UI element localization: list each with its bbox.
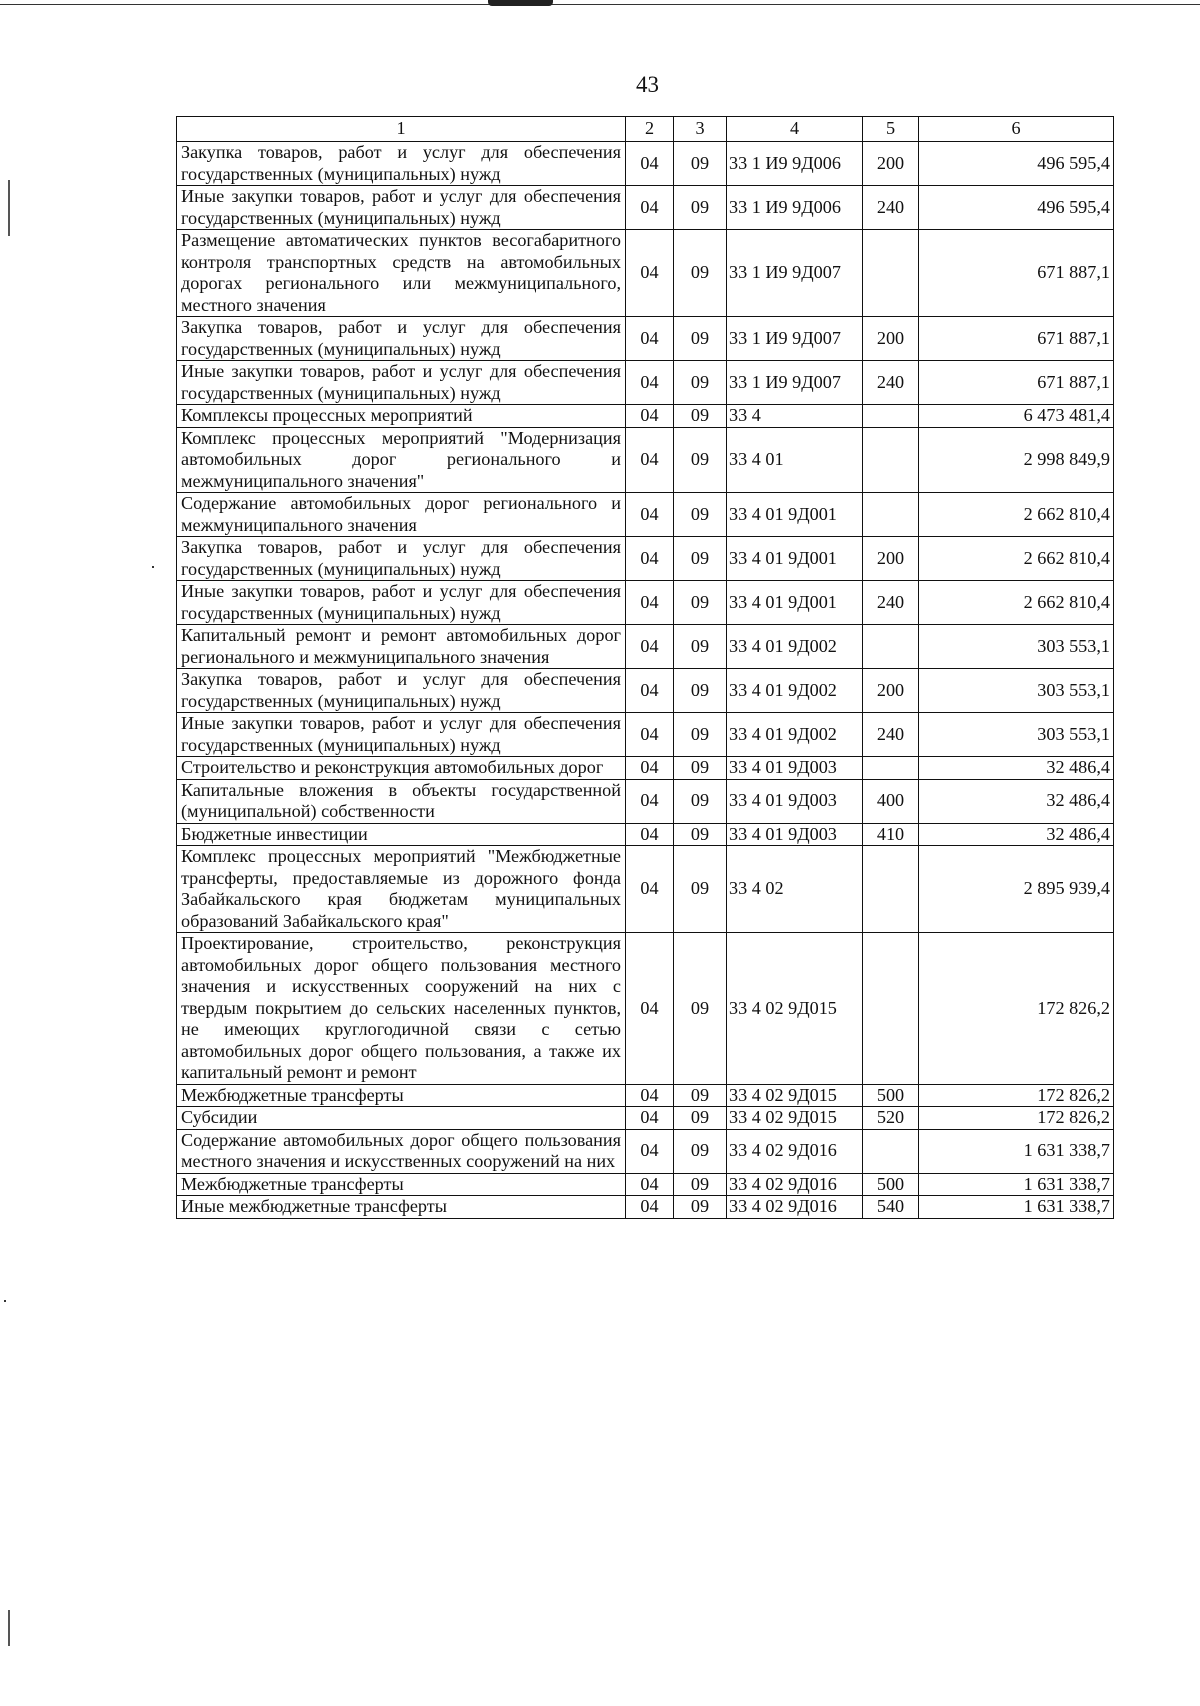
target-article-cell: 33 1 И9 9Д007 [727, 317, 863, 361]
expense-type-cell: 520 [863, 1107, 919, 1130]
item-name-cell: Содержание автомобильных дорог регионального и межмуниципального значения [177, 493, 626, 537]
amount-cell: 1 631 338,7 [919, 1129, 1114, 1173]
amount-cell: 671 887,1 [919, 317, 1114, 361]
subsection-code-cell: 09 [674, 230, 727, 317]
subsection-code-cell: 09 [674, 933, 727, 1085]
amount-cell: 496 595,4 [919, 186, 1114, 230]
item-name-cell: Субсидии [177, 1107, 626, 1130]
target-article-cell: 33 4 01 9Д003 [727, 823, 863, 846]
section-code-cell: 04 [626, 427, 674, 493]
section-code-cell: 04 [626, 757, 674, 780]
subsection-code-cell: 09 [674, 186, 727, 230]
column-header: 4 [727, 117, 863, 142]
amount-cell: 1 631 338,7 [919, 1173, 1114, 1196]
amount-cell: 32 486,4 [919, 779, 1114, 823]
section-code-cell: 04 [626, 581, 674, 625]
subsection-code-cell: 09 [674, 669, 727, 713]
target-article-cell: 33 4 01 9Д003 [727, 757, 863, 780]
scan-top-mark [488, 0, 553, 6]
column-header: 3 [674, 117, 727, 142]
item-name-cell: Закупка товаров, работ и услуг для обеспечения государственных (муниципальных) нужд [177, 669, 626, 713]
section-code-cell: 04 [626, 1084, 674, 1107]
item-name-cell: Капитальный ремонт и ремонт автомобильных дорог регионального и межмуниципального значения [177, 625, 626, 669]
target-article-cell: 33 4 02 9Д015 [727, 933, 863, 1085]
target-article-cell: 33 4 01 9Д002 [727, 625, 863, 669]
amount-cell: 32 486,4 [919, 823, 1114, 846]
expense-type-cell [863, 493, 919, 537]
item-name-cell: Иные межбюджетные трансферты [177, 1196, 626, 1219]
table-row [177, 846, 1114, 933]
item-name-cell: Иные закупки товаров, работ и услуг для обеспечения государственных (муниципальных) нужд [177, 361, 626, 405]
target-article-cell: 33 4 02 9Д016 [727, 1129, 863, 1173]
amount-cell: 2 662 810,4 [919, 537, 1114, 581]
section-code-cell: 04 [626, 493, 674, 537]
scan-left-edge-mark [8, 1610, 10, 1646]
item-name-cell: Содержание автомобильных дорог общего пользования местного значения и искусственных сооружений на них [177, 1129, 626, 1173]
target-article-cell: 33 4 01 9Д001 [727, 581, 863, 625]
table-row [177, 757, 1114, 780]
item-name-cell: Комплекс процессных мероприятий "Межбюджетные трансферты, предоставляемые из дорожного фонда Забайкальского края бюджетам муниципальных образований Забайкальского края" [177, 846, 626, 933]
target-article-cell: 33 4 02 [727, 846, 863, 933]
scan-stray-dot [152, 566, 154, 568]
subsection-code-cell: 09 [674, 779, 727, 823]
expense-type-cell: 240 [863, 581, 919, 625]
target-article-cell: 33 4 01 9Д003 [727, 779, 863, 823]
section-code-cell: 04 [626, 186, 674, 230]
expense-type-cell [863, 230, 919, 317]
item-name-cell: Бюджетные инвестиции [177, 823, 626, 846]
amount-cell: 172 826,2 [919, 933, 1114, 1085]
item-name-cell: Иные закупки товаров, работ и услуг для обеспечения государственных (муниципальных) нужд [177, 713, 626, 757]
table-row [177, 1107, 1114, 1130]
table-header-row [177, 117, 1114, 142]
item-name-cell: Иные закупки товаров, работ и услуг для обеспечения государственных (муниципальных) нужд [177, 186, 626, 230]
table-row [177, 427, 1114, 493]
subsection-code-cell: 09 [674, 625, 727, 669]
table-row [177, 186, 1114, 230]
expense-type-cell [863, 846, 919, 933]
subsection-code-cell: 09 [674, 1129, 727, 1173]
section-code-cell: 04 [626, 823, 674, 846]
table-row [177, 779, 1114, 823]
subsection-code-cell: 09 [674, 317, 727, 361]
table-row [177, 493, 1114, 537]
expense-type-cell: 400 [863, 779, 919, 823]
target-article-cell: 33 4 02 9Д015 [727, 1084, 863, 1107]
expense-type-cell: 500 [863, 1173, 919, 1196]
target-article-cell: 33 4 01 9Д001 [727, 493, 863, 537]
table-row [177, 317, 1114, 361]
subsection-code-cell: 09 [674, 142, 727, 186]
section-code-cell: 04 [626, 625, 674, 669]
item-name-cell: Межбюджетные трансферты [177, 1084, 626, 1107]
subsection-code-cell: 09 [674, 757, 727, 780]
table-row [177, 625, 1114, 669]
subsection-code-cell: 09 [674, 537, 727, 581]
section-code-cell: 04 [626, 405, 674, 428]
target-article-cell: 33 4 01 9Д002 [727, 669, 863, 713]
target-article-cell: 33 1 И9 9Д006 [727, 186, 863, 230]
expense-type-cell [863, 625, 919, 669]
expense-type-cell [863, 757, 919, 780]
section-code-cell: 04 [626, 142, 674, 186]
table-row [177, 537, 1114, 581]
target-article-cell: 33 4 02 9Д015 [727, 1107, 863, 1130]
section-code-cell: 04 [626, 1173, 674, 1196]
expense-type-cell: 540 [863, 1196, 919, 1219]
section-code-cell: 04 [626, 230, 674, 317]
expense-type-cell: 200 [863, 669, 919, 713]
section-code-cell: 04 [626, 779, 674, 823]
target-article-cell: 33 4 [727, 405, 863, 428]
expense-type-cell [863, 933, 919, 1085]
section-code-cell: 04 [626, 1196, 674, 1219]
subsection-code-cell: 09 [674, 361, 727, 405]
item-name-cell: Межбюджетные трансферты [177, 1173, 626, 1196]
amount-cell: 32 486,4 [919, 757, 1114, 780]
item-name-cell: Размещение автоматических пунктов весогабаритного контроля транспортных средств на автомобильных дорогах регионального или межмуниципального, местного значения [177, 230, 626, 317]
subsection-code-cell: 09 [674, 405, 727, 428]
item-name-cell: Закупка товаров, работ и услуг для обеспечения государственных (муниципальных) нужд [177, 537, 626, 581]
section-code-cell: 04 [626, 361, 674, 405]
expense-type-cell: 240 [863, 713, 919, 757]
subsection-code-cell: 09 [674, 713, 727, 757]
subsection-code-cell: 09 [674, 581, 727, 625]
expense-type-cell: 200 [863, 317, 919, 361]
item-name-cell: Капитальные вложения в объекты государственной (муниципальной) собственности [177, 779, 626, 823]
item-name-cell: Иные закупки товаров, работ и услуг для обеспечения государственных (муниципальных) нужд [177, 581, 626, 625]
amount-cell: 1 631 338,7 [919, 1196, 1114, 1219]
amount-cell: 303 553,1 [919, 669, 1114, 713]
section-code-cell: 04 [626, 846, 674, 933]
target-article-cell: 33 4 01 9Д001 [727, 537, 863, 581]
subsection-code-cell: 09 [674, 1196, 727, 1219]
target-article-cell: 33 1 И9 9Д006 [727, 142, 863, 186]
budget-table [176, 116, 1114, 1219]
amount-cell: 6 473 481,4 [919, 405, 1114, 428]
target-article-cell: 33 1 И9 9Д007 [727, 230, 863, 317]
target-article-cell: 33 4 02 9Д016 [727, 1173, 863, 1196]
target-article-cell: 33 1 И9 9Д007 [727, 361, 863, 405]
section-code-cell: 04 [626, 1129, 674, 1173]
scan-stray-dot [4, 1300, 6, 1302]
target-article-cell: 33 4 02 9Д016 [727, 1196, 863, 1219]
table-row [177, 933, 1114, 1085]
table-row [177, 669, 1114, 713]
amount-cell: 303 553,1 [919, 625, 1114, 669]
expense-type-cell: 410 [863, 823, 919, 846]
table-row [177, 361, 1114, 405]
subsection-code-cell: 09 [674, 1173, 727, 1196]
table-row [177, 1084, 1114, 1107]
subsection-code-cell: 09 [674, 427, 727, 493]
amount-cell: 303 553,1 [919, 713, 1114, 757]
amount-cell: 671 887,1 [919, 361, 1114, 405]
target-article-cell: 33 4 01 9Д002 [727, 713, 863, 757]
amount-cell: 2 662 810,4 [919, 581, 1114, 625]
table-row [177, 230, 1114, 317]
subsection-code-cell: 09 [674, 1084, 727, 1107]
section-code-cell: 04 [626, 669, 674, 713]
table-row [177, 405, 1114, 428]
subsection-code-cell: 09 [674, 823, 727, 846]
table-row [177, 1196, 1114, 1219]
target-article-cell: 33 4 01 [727, 427, 863, 493]
section-code-cell: 04 [626, 713, 674, 757]
column-header: 5 [863, 117, 919, 142]
item-name-cell: Закупка товаров, работ и услуг для обеспечения государственных (муниципальных) нужд [177, 142, 626, 186]
expense-type-cell: 200 [863, 142, 919, 186]
table-row [177, 581, 1114, 625]
amount-cell: 496 595,4 [919, 142, 1114, 186]
amount-cell: 172 826,2 [919, 1107, 1114, 1130]
expense-type-cell: 200 [863, 537, 919, 581]
subsection-code-cell: 09 [674, 493, 727, 537]
table-row [177, 1129, 1114, 1173]
section-code-cell: 04 [626, 933, 674, 1085]
item-name-cell: Комплекс процессных мероприятий "Модернизация автомобильных дорог регионального и межмуниципального значения" [177, 427, 626, 493]
column-header: 1 [177, 117, 626, 142]
scan-left-edge-mark [8, 180, 10, 236]
table-body [177, 142, 1114, 1219]
expense-type-cell [863, 405, 919, 428]
table-row [177, 1173, 1114, 1196]
expense-type-cell: 240 [863, 186, 919, 230]
amount-cell: 2 662 810,4 [919, 493, 1114, 537]
amount-cell: 2 998 849,9 [919, 427, 1114, 493]
expense-type-cell [863, 1129, 919, 1173]
item-name-cell: Комплексы процессных мероприятий [177, 405, 626, 428]
amount-cell: 172 826,2 [919, 1084, 1114, 1107]
table-row [177, 713, 1114, 757]
expense-type-cell: 240 [863, 361, 919, 405]
section-code-cell: 04 [626, 1107, 674, 1130]
section-code-cell: 04 [626, 537, 674, 581]
expense-type-cell [863, 427, 919, 493]
scan-top-rule [0, 4, 1200, 5]
amount-cell: 671 887,1 [919, 230, 1114, 317]
table-row [177, 142, 1114, 186]
column-header: 6 [919, 117, 1114, 142]
page-number: 43 [636, 72, 659, 97]
subsection-code-cell: 09 [674, 846, 727, 933]
column-header: 2 [626, 117, 674, 142]
subsection-code-cell: 09 [674, 1107, 727, 1130]
item-name-cell: Закупка товаров, работ и услуг для обеспечения государственных (муниципальных) нужд [177, 317, 626, 361]
table-row [177, 823, 1114, 846]
amount-cell: 2 895 939,4 [919, 846, 1114, 933]
item-name-cell: Проектирование, строительство, реконструкция автомобильных дорог общего пользования местного значения и искусственных сооружений на них с твердым покрытием до сельских населенных пунктов, не имеющих круглогодичной связи с сетью автомобильных дорог общего пользования, а также их капитальный ремонт и ремонт [177, 933, 626, 1085]
section-code-cell: 04 [626, 317, 674, 361]
expense-type-cell: 500 [863, 1084, 919, 1107]
item-name-cell: Строительство и реконструкция автомобильных дорог [177, 757, 626, 780]
